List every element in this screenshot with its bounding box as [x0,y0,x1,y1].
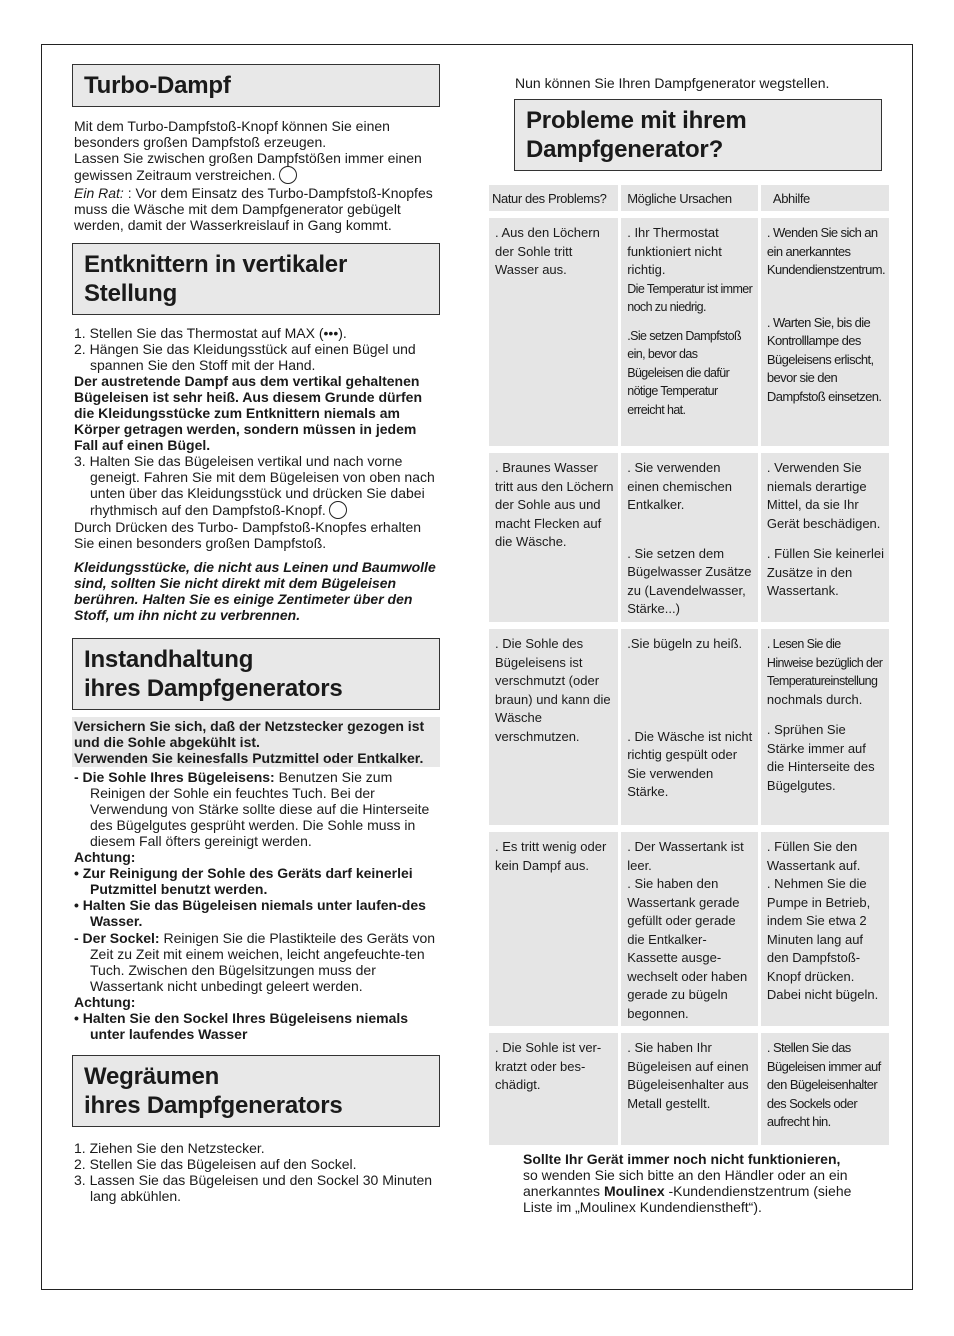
turbo-tip [74,185,438,233]
attention-bullet-2: • Halten Sie das Bügeleisen niemals unter laufen-des Wasser. [74,897,426,929]
cause-text: . Ihr Thermostat funktioniert nicht richtig. [627,225,722,277]
cause-cell [621,832,758,1026]
cause-text: . Sie verwenden einen chemischen Entkalker. [627,460,733,512]
storage-body [74,1140,438,1204]
problems-table [486,185,892,1145]
problem-cell: . Die Sohle ist ver-kratzt oder bes-chädigt. [489,1033,618,1145]
attention-1: Achtung: [74,849,136,865]
storage-title-line2: ihres Dampfgenerators [84,1092,343,1119]
attention-2: Achtung: [74,994,136,1010]
vertical-steps [74,325,438,373]
steam-button-icon-2 [329,501,347,519]
tip-label: Ein Rat: [74,185,124,201]
table-row [489,629,889,825]
storage-step-2: 2. Stellen Sie das Bügeleisen auf den Sockel. [74,1156,357,1172]
table-row [489,218,889,446]
base-text: Reinigen Sie die Plastikteile des Geräts von Zeit zu Zeit mit einem weichen, leicht angefeuchte-ten Tuch. Zwischen den Bügelsitzungen muss der Wassertank nicht unbedingt geleert werden. [90,930,436,994]
table-row [489,453,889,622]
maintenance-body [74,769,438,1042]
attention-list-1 [74,865,438,929]
right-column [489,64,889,1215]
vertical-note: Kleidungsstücke, die nicht aus Leinen und Baumwolle sind, sollten Sie nicht direkt mit dem Bügeleisen berühren. Halten Sie es einige Zentimeter über den Stoff, um ihn nicht zu verbrennen. [74,559,436,623]
header-problem: Natur des Problems? [489,185,618,211]
vertical-step-2: 2. Hängen Sie das Kleidungsstück auf einen Bügel und spannen Sie den Stoff mit der Hand. [74,341,416,373]
sole-label: - Die Sohle Ihres Bügeleisens: [74,769,275,785]
cause-text: Die Temperatur ist immer noch zu niedrig. [627,281,753,314]
maintenance-title-line1: Instandhaltung [84,646,254,673]
footer-text-2: -Kundendienstzentrum (siehe Liste im „Moulinex Kundendiensthеft“). [523,1183,852,1215]
maintenance-list-1 [74,769,438,849]
vertical-body [74,325,438,623]
cause-cell: . Sie haben Ihr Bügeleisen auf einen Bügeleisenhalter aus Metall gestellt. [621,1033,758,1145]
table-header-row [489,185,889,211]
remedy-text: . Verwenden Sie niemals derartige Mittel, da sie Ihr Gerät beschädigen. [766,460,881,531]
remedy-text: . Warten Sie, bis die Kontrolllampe des Bügeleisens erlischt, bevor sie den Dampfstoß einsetzen. [766,314,882,404]
problem-cell: . Aus den Löchern der Sohle tritt Wasser aus. [489,218,618,446]
remedy-text: . Lesen Sie die Hinweise bezüglich der Temperatureinstellung [766,637,883,688]
attention-bullet-1: • Zur Reinigung der Sohle des Geräts darf keinerlei Putzmittel benutzt werden. [74,865,413,897]
cause-cell [621,218,758,446]
section-title-storage [84,1062,428,1120]
cause-text: . Sie haben den Wassertank gerade gefüllt oder gerade die Entkalker-Kassette ausge-wechselt oder haben gerade zu bügeln begonnen. [627,876,748,1021]
remedy-cell [761,832,889,1026]
section-title-maintenance [84,645,428,703]
left-column [72,64,440,1204]
section-header-vertical [72,243,440,315]
storage-step-1: 1. Ziehen Sie den Netzstecker. [74,1140,265,1156]
turbo-paragraph-1: Mit dem Turbo-Dampfstoß-Knopf können Sie einen besonders großen Dampfstoß erzeugen. [74,118,390,150]
vertical-step-3-text: 3. Halten Sie das Bügeleisen vertikal und nach vorne geneigt. Fahren Sie mit dem Bügeleisen von oben nach unten über das Kleidungsstück und drücken Sie dabei rhythmisch auf den Dampfstoß-Knopf. [74,453,435,518]
tip-text: : Vor dem Einsatz des Turbo-Dampfstoß-Knopfes muss die Wäsche mit dem Dampfgenerator gebügelt werden, damit der Wasserkreislauf in Gang kommt. [74,185,433,233]
remedy-text: . Sprühen Sie Stärke immer auf die Hinterseite des Bügelgutes. [766,722,875,793]
footer-brand: Moulinex [603,1183,665,1199]
remedy-cell [761,218,889,446]
attention-bullet-3: • Halten Sie den Sockel Ihres Bügeleisens niemals unter laufendes Wasser [74,1010,409,1042]
attention-list-2 [74,1010,438,1042]
vertical-step-3 [74,453,438,519]
vertical-steps-2 [74,453,438,519]
problems-title-line1: Probleme mit ihrem [526,107,747,134]
problems-title-line2: Dampfgenerator? [526,136,724,163]
table-row [489,832,889,1026]
sole-text: Benutzen Sie zum Reinigen der Sohle ein feuchtes Tuch. Bei der Verwendung von Stärke sollte diese auf die Hinterseite des Bügelgutes gesprüht werden. Die Sohle muss in diesem Fall öfters gereinigt werden. [90,769,430,849]
section-header-problems [514,99,882,171]
problem-cell: . Die Sohle des Bügeleisens ist verschmutzt (oder braun) und kann die Wäsche verschmutzen. [489,629,618,825]
header-remedy: Abhilfe [761,185,889,211]
maintenance-base [74,930,438,994]
remedy-cell: . Stellen Sie das Bügeleisen immer auf den Bügeleisenhalter des Sockels oder aufrecht hin. [761,1033,889,1145]
footer-bold: Sollte Ihr Gerät immer noch nicht funktionieren, [523,1151,841,1167]
cause-cell [621,629,758,825]
header-causes: Mögliche Ursachen [621,185,758,211]
cause-text: .Sie bügeln zu heiß. [627,636,743,651]
cause-text: . Sie setzen dem Bügelwasser Zusätze zu (Lavendelwasser, Stärke...) [627,545,752,616]
remedy-text: nochmals durch. [766,691,863,707]
intro-text: Nun können Sie Ihren Dampfgenerator wegstellen. [515,75,830,91]
turbo-paragraph-2 [74,150,438,184]
cause-text: . Die Wäsche ist nicht richtig gespült oder Sie verwenden Stärke. [627,728,753,799]
maintenance-warning-bar [72,717,440,767]
steam-button-icon [279,166,297,184]
remedy-text: . Nehmen Sie die Pumpe in Betrieb, indem Sie etwa 2 Minuten lang auf den Dampfstoß-Knopf drücken. Dabei nicht bügeln. [766,876,879,1002]
vertical-step-1: 1. Stellen Sie das Thermostat auf MAX (•••). [74,325,347,341]
table-row [489,1033,889,1145]
remedy-text: . Füllen Sie den Wassertank auf. [766,839,861,873]
vertical-warning: Der austretende Dampf aus dem vertikal gehaltenen Bügeleisen ist sehr heiß. Aus diesem Grunde dürfen die Kleidungsstücke zum Entknittern niemals am Körper getragen werden, sondern müssen in jedem Fall auf einen Bügel. [74,373,423,453]
cause-text: .Sie setzen Dampfstoß ein, bevor das Bügeleisen die dafür nötige Temperatur erreicht hat. [627,328,742,417]
remedy-cell [761,629,889,825]
section-header-maintenance [72,638,440,710]
maintenance-sole [74,769,438,849]
maintenance-title-line2: ihres Dampfgenerators [84,675,343,702]
remedy-text: . Füllen Sie keinerlei Zusätze in den Wassertank. [766,546,884,598]
section-title-problems [526,106,870,164]
storage-title-line1: Wegräumen [84,1063,220,1090]
maintenance-bar-line-2: Verwenden Sie keinesfalls Putzmittel oder Entkalker. [74,750,424,766]
remedy-text: . Wenden Sie sich an ein anerkanntes Kundendienstzentrum. [766,225,886,277]
turbo-body [74,118,438,233]
storage-step-3: 3. Lassen Sie das Bügeleisen und den Sockel 30 Minuten lang abkühlen. [74,1172,433,1204]
maintenance-list-2 [74,930,438,994]
turbo-paragraph-2-text: Lassen Sie zwischen großen Dampfstößen immer einen gewissen Zeitraum verstreichen. [74,150,422,183]
maintenance-bar-line-1: Versichern Sie sich, daß der Netzstecker gezogen ist und die Sohle abgekühlt ist. [74,718,425,750]
remedy-cell [761,453,889,622]
footer-text-1: so wenden Sie sich bitte an den Händler oder an ein anerkanntes [523,1167,848,1199]
storage-steps [74,1140,438,1204]
section-header-turbo [72,64,440,107]
base-label: - Der Sockel: [74,930,160,946]
section-title-vertical: Entknittern in vertikaler Stellung [84,251,348,307]
section-title-turbo: Turbo-Dampf [84,72,231,99]
problem-cell: . Es tritt wenig oder kein Dampf aus. [489,832,618,1026]
footer-note [523,1151,869,1215]
problem-cell: . Braunes Wasser tritt aus den Löchern der Sohle aus und macht Flecken auf die Wäsche. [489,453,618,622]
vertical-after: Durch Drücken des Turbo- Dampfstoß-Knopfes erhalten Sie einen besonders großen Dampfstoß. [74,519,422,551]
section-header-storage [72,1055,440,1127]
cause-text: . Der Wassertank ist leer. [627,839,744,873]
cause-cell [621,453,758,622]
